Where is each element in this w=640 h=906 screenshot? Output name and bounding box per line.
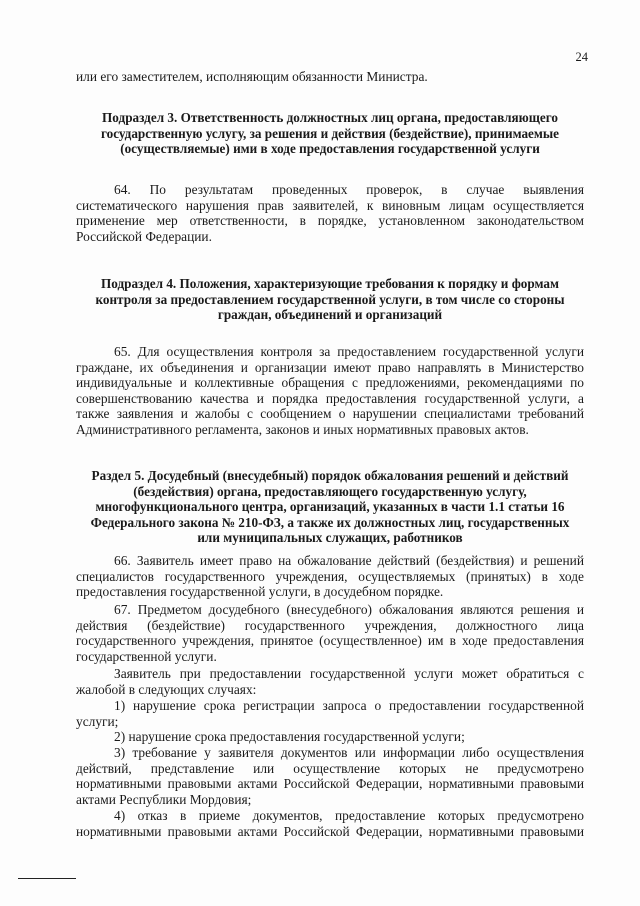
text-line: 2) нарушение срока предоставления государственной услуги; xyxy=(114,729,465,744)
heading-line: контроля за предоставлением государственной услуги, в том числе со стороны xyxy=(95,291,565,307)
heading-line: Раздел 5. Досудебный (внесудебный) порядок обжалования решений и действий xyxy=(91,468,569,483)
heading-line: Подраздел 4. Положения, характеризующие требования к порядку и формам xyxy=(100,276,560,291)
section5-heading xyxy=(76,468,584,546)
text-line: 64. По результатам проведенных проверок, в случае выявления xyxy=(114,182,584,197)
text-line: совершенствованию качества и порядка предоставления государственной услуги, а xyxy=(76,390,584,406)
text-line: также заявления и жалобы с сообщением о нарушении специалистами требований xyxy=(76,406,584,421)
text-line: систематического нарушения прав заявителей, к виновным лицам осуществляется xyxy=(76,197,584,213)
text-line: 1) нарушение срока регистрации запроса о предоставлении государственной xyxy=(114,698,584,713)
applicant-complaint-intro xyxy=(76,666,584,697)
subsection4-heading xyxy=(76,276,584,323)
text-line: 4) отказ в приеме документов, предоставление которых предусмотрено xyxy=(114,808,584,823)
heading-line: граждан, объединений и организаций xyxy=(217,307,443,322)
heading-line: Федерального закона № 210-ФЗ, а также их должностных лиц, государственных xyxy=(90,514,570,530)
list-item-1 xyxy=(76,698,584,729)
text-line: актами Республики Мордовия; xyxy=(76,791,252,807)
list-item-2 xyxy=(76,729,584,745)
text-line: действий, представление или осуществление которых не предусмотрено xyxy=(76,760,584,776)
text-line: действия (бездействие) государственного учреждения, должностного лица xyxy=(76,617,584,633)
text-line: нормативными правовыми актами Российской Федерации, нормативными правовыми xyxy=(76,823,584,839)
text-line: государственного учреждения, принятое (осуществленное) им в ходе предоставления xyxy=(76,633,584,648)
heading-line: государственную услугу, за решения и действия (бездействие), принимаемые xyxy=(100,125,560,141)
text-line: жалобой в следующих случаях: xyxy=(76,681,257,697)
heading-line: или муниципальных служащих, работников xyxy=(197,530,463,545)
text-line: 65. Для осуществления контроля за предоставлением государственной услуги xyxy=(114,344,584,359)
text-line: предоставления государственной услуги, в досудебном порядке. xyxy=(76,584,444,599)
top-continuation-block xyxy=(76,69,584,85)
text-line: специалистов государственного учреждения, осуществляемых (принятых) в ходе xyxy=(76,568,584,584)
page-number: 24 xyxy=(575,50,588,64)
heading-line: Подраздел 3. Ответственность должностных лиц органа, предоставляющего xyxy=(102,110,558,125)
list-item-4 xyxy=(76,808,584,839)
text-line: Заявитель при предоставлении государственной услуги может обратиться с xyxy=(114,666,584,681)
footer-rule xyxy=(18,878,76,879)
paragraph-65 xyxy=(76,344,584,437)
heading-line: (осуществляемые) ими в ходе предоставления государственной услуги xyxy=(120,141,540,156)
text-line: индивидуальные и коллективные обращения с предложениями, рекомендациями по xyxy=(76,375,584,390)
text-line: 3) требование у заявителя документов или информации либо осуществления xyxy=(114,745,584,760)
text-line: граждане, их объединения и организации имеют право направлять в Министерство xyxy=(76,359,584,375)
heading-line: (бездействия) органа, предоставляющего государственную услугу, xyxy=(133,483,527,499)
list-item-3 xyxy=(76,745,584,807)
heading-line: многофункционального центра, организаций, указанных в части 1.1 статьи 16 xyxy=(95,499,565,514)
paragraph-67 xyxy=(76,602,584,664)
text-line: 66. Заявитель имеет право на обжалование действий (бездействия) и решений xyxy=(114,553,584,568)
text-line: Административного регламента, законов и иных нормативных правовых актов. xyxy=(76,421,529,437)
text-line: нормативными правовыми актами Российской Федерации, нормативными правовыми xyxy=(76,776,584,791)
text-line: 67. Предметом досудебного (внесудебного) обжалования являются решения и xyxy=(114,602,584,617)
subsection3-heading xyxy=(76,110,584,157)
top-continuation-text: или его заместителем, исполняющим обязанности Министра. xyxy=(76,69,428,84)
paragraph-64 xyxy=(76,182,584,244)
text-line: применение мер ответственности, в порядке, установленном законодательством xyxy=(76,213,584,228)
text-line: Российской Федерации. xyxy=(76,228,212,244)
text-line: услуги; xyxy=(76,713,119,729)
paragraph-66 xyxy=(76,553,584,600)
text-line: государственной услуги. xyxy=(76,648,217,664)
